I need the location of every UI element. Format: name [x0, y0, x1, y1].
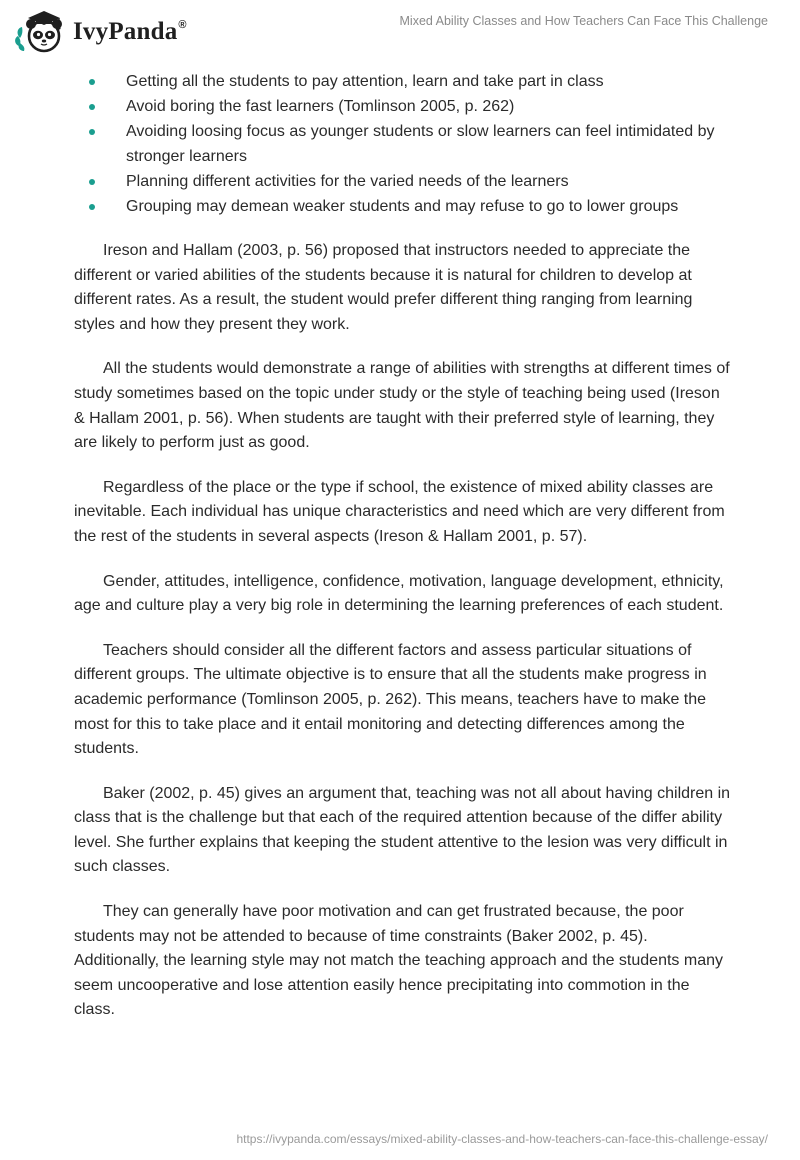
- registered-mark: ®: [178, 18, 187, 31]
- paragraph: Ireson and Hallam (2003, p. 56) proposed that instructors needed to appreciate the different or varied abilities of the students because it is natural for children to develop at different rates. As a result, the student would prefer different thing ranging from learning styles and how they present they work.: [74, 242, 693, 333]
- list-item: [74, 70, 734, 95]
- bullet-dot-icon: [89, 104, 95, 110]
- bullet-list: [74, 70, 734, 219]
- bullet-dot-icon: [89, 79, 95, 85]
- list-item: [74, 195, 734, 220]
- source-url[interactable]: https://ivypanda.com/essays/mixed-ability-classes-and-how-teachers-can-face-this-challenge-essay/: [236, 1132, 768, 1146]
- logo-wordmark: IvyPanda®: [73, 18, 187, 45]
- list-item-text: Grouping may demean weaker students and may refuse to go to lower groups: [126, 197, 679, 215]
- list-item-text: Avoid boring the fast learners (Tomlinson 2005, p. 262): [126, 98, 515, 115]
- paragraph: They can generally have poor motivation and can get frustrated because, the poor students may not be attended to because of time constraints (Baker 2002, p. 45). Additionally, the learning style may not match the teaching approach and the students many seem uncooperative and lose attention easily hence precipitating into commotion in the class.: [74, 903, 723, 1019]
- panda-graduate-icon: [14, 8, 70, 54]
- bullet-dot-icon: [89, 129, 95, 135]
- page-header: [0, 0, 800, 60]
- list-item-text: Planning different activities for the varied needs of the learners: [126, 172, 569, 190]
- bullet-dot-icon: [89, 204, 95, 210]
- essay-body: [74, 70, 734, 1023]
- bullet-dot-icon: [89, 179, 95, 185]
- list-item: [74, 170, 734, 195]
- paragraph: Baker (2002, p. 45) gives an argument that, teaching was not all about having children in class that is the challenge but that each of the required attention because of the differ ability level. She further explains that keeping the student attentive to the lesion was very difficult in such classes.: [74, 784, 731, 876]
- paragraph: Teachers should consider all the different factors and assess particular situations of different groups. The ultimate objective is to ensure that all the students make progress in academic performance (Tomlinson 2005, p. 262). This means, teachers have to make the most for this to take place and it entail monitoring and detecting differences among the students.: [74, 641, 707, 758]
- list-item: [74, 95, 734, 120]
- list-item-text: Getting all the students to pay attention, learn and take part in class: [126, 73, 604, 90]
- paragraph: All the students would demonstrate a range of abilities with strengths at different times of study sometimes based on the topic under study or the style of teaching being used (Ireson & Hallam 2001, p. 56). When students are taught with their preferred style of learning, they are likely to perform just as good.: [74, 360, 730, 452]
- ivypanda-logo[interactable]: [14, 8, 187, 54]
- paragraph: Gender, attitudes, intelligence, confidence, motivation, language development, ethnicity, age and culture play a very big role in determining the learning preferences of each student.: [74, 572, 724, 615]
- list-item: [74, 120, 734, 169]
- list-item-text: Avoiding loosing focus as younger students or slow learners can feel intimidated by stronger learners: [126, 123, 715, 165]
- paragraph: Regardless of the place or the type if school, the existence of mixed ability classes are inevitable. Each individual has unique characteristics and need which are very different from the rest of the students in several aspects (Ireson & Hallam 2001, p. 57).: [74, 478, 725, 545]
- running-title: Mixed Ability Classes and How Teachers Can Face This Challenge: [399, 14, 768, 28]
